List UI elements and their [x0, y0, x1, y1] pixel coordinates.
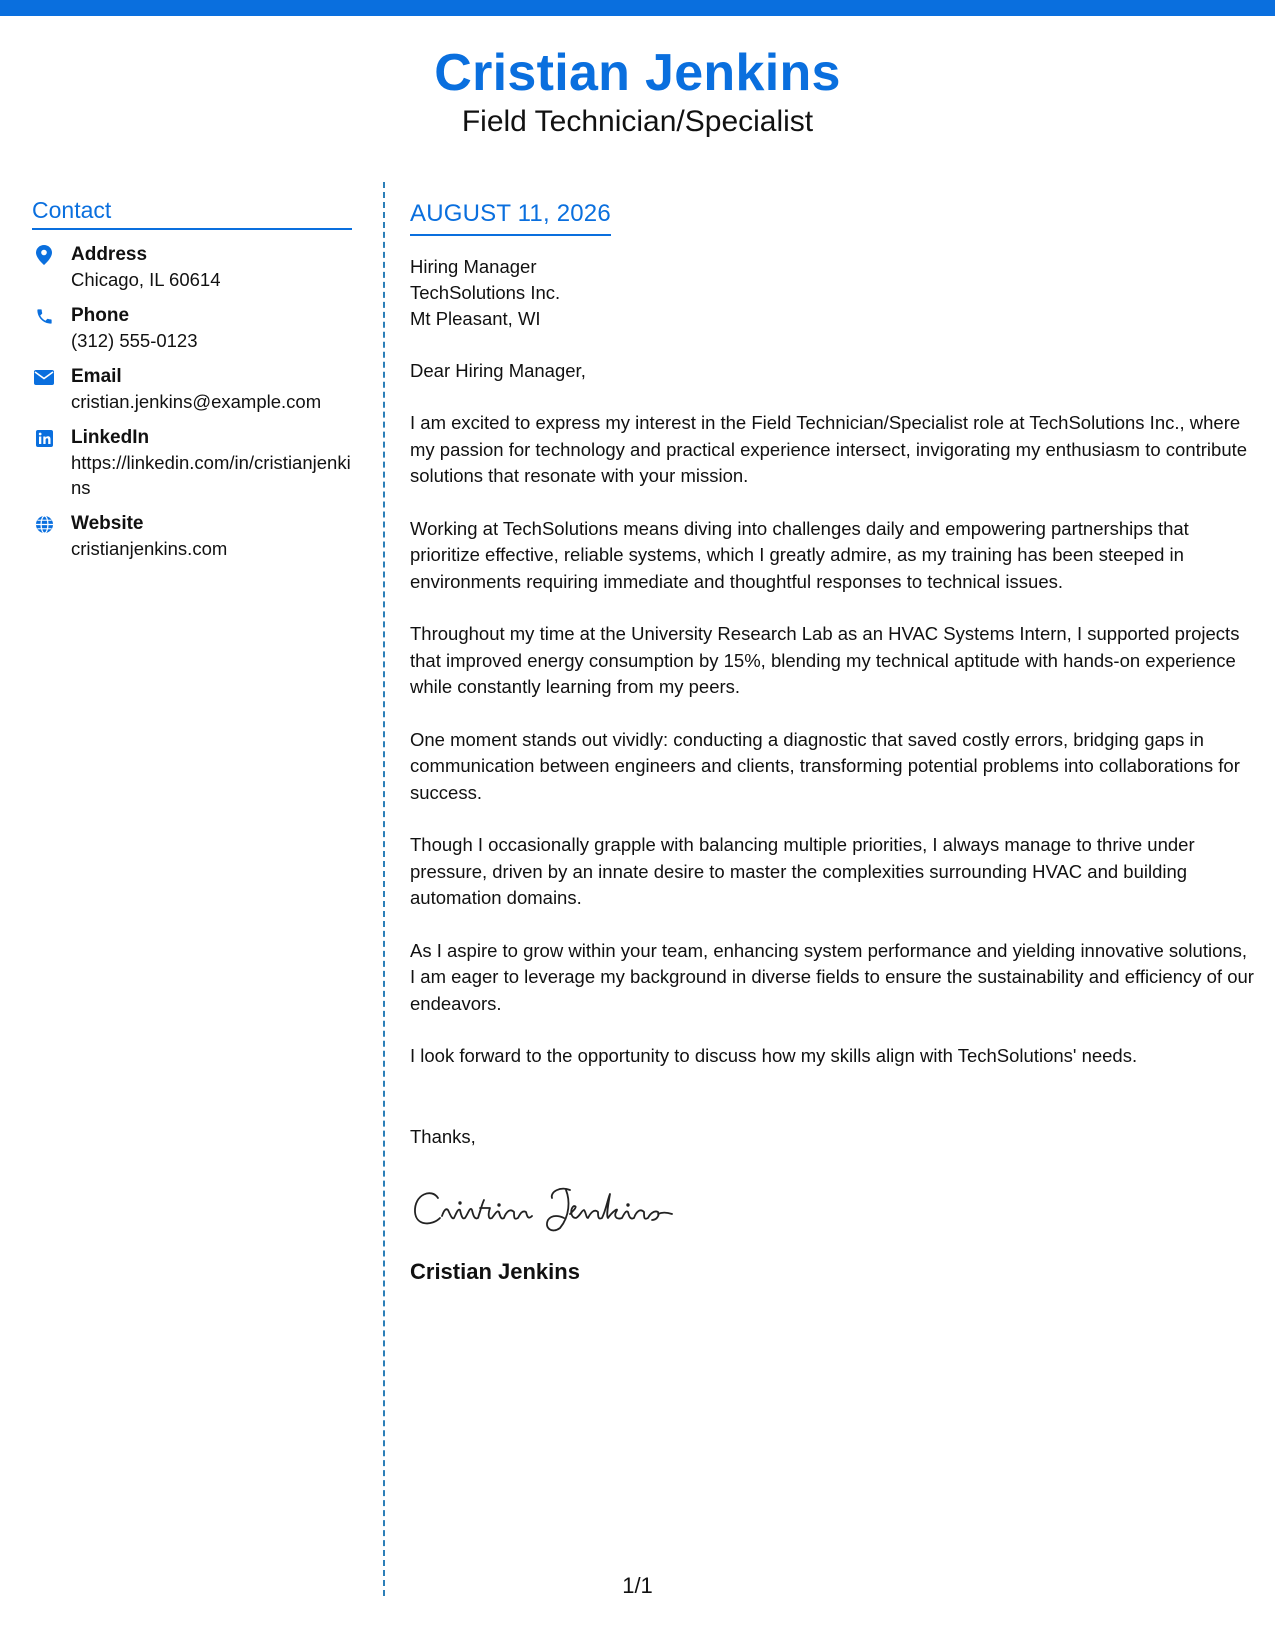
envelope-icon — [34, 367, 54, 387]
address-value: Chicago, IL 60614 — [71, 269, 221, 290]
recipient-company: TechSolutions Inc. — [410, 282, 561, 303]
phone-value: (312) 555-0123 — [71, 330, 198, 351]
contact-linkedin — [32, 425, 352, 500]
recipient-title: Hiring Manager — [410, 256, 537, 277]
signer-name: Cristian Jenkins — [410, 1258, 580, 1284]
recipient-block — [410, 254, 1255, 332]
globe-icon — [34, 514, 54, 534]
website-value[interactable]: cristianjenkins.com — [71, 538, 228, 559]
letter-paragraph: I look forward to the opportunity to discuss how my skills align with TechSolutions' needs. — [410, 1045, 1138, 1066]
phone-label: Phone — [71, 305, 130, 326]
contact-sidebar — [32, 196, 352, 572]
column-divider — [383, 182, 385, 1596]
letter-paragraph: As I aspire to grow within your team, enhancing system performance and yielding innovative solutions, I am eager to leverage my background in diverse fields to ensure the sustainability and efficiency of our endeavors. — [410, 939, 1254, 1014]
handwritten-signature — [410, 1176, 680, 1238]
linkedin-label: LinkedIn — [71, 427, 150, 448]
email-label: Email — [71, 366, 122, 387]
header — [0, 42, 1275, 140]
contact-section-title: Contact — [32, 196, 352, 230]
letter-body — [410, 198, 1255, 1286]
phone-icon — [34, 306, 54, 326]
contact-website — [32, 511, 352, 561]
page-number: 1/1 — [622, 1573, 653, 1598]
contact-email — [32, 364, 352, 414]
website-label: Website — [71, 513, 144, 534]
greeting: Dear Hiring Manager, — [410, 360, 586, 381]
contact-address — [32, 242, 352, 292]
letter-paragraph: I am excited to express my interest in the Field Technician/Specialist role at TechSolutions Inc., where my passion for technology and practical experience intersect, invigorating my enthusiasm to contribute solutions that resonate with your mission. — [410, 412, 1248, 486]
address-label: Address — [71, 244, 148, 265]
letter-date: AUGUST 11, 2026 — [410, 198, 611, 236]
linkedin-icon — [34, 428, 54, 448]
recipient-location: Mt Pleasant, WI — [410, 308, 541, 329]
letter-paragraph: Working at TechSolutions means diving into challenges daily and empowering partnerships that prioritize effective, reliable systems, which I greatly admire, as my training has been steeped in environments requiring immediate and thoughtful responses to technical issues. — [410, 517, 1189, 592]
linkedin-value[interactable]: https://linkedin.com/in/cristianjenkins — [71, 452, 351, 498]
email-value[interactable]: cristian.jenkins@example.com — [71, 391, 322, 412]
applicant-name: Cristian Jenkins — [434, 44, 841, 102]
letter-paragraph: One moment stands out vividly: conducting a diagnostic that saved costly errors, bridging gaps in communication between engineers and clients, transforming potential problems into collaborations for success. — [410, 728, 1240, 803]
location-pin-icon — [34, 245, 54, 265]
letter-paragraph: Though I occasionally grapple with balancing multiple priorities, I always manage to thrive under pressure, driven by an innate desire to master the complexities surrounding HVAC and building automation domains. — [410, 834, 1195, 908]
contact-list — [32, 242, 352, 561]
closing: Thanks, — [410, 1125, 476, 1147]
job-title: Field Technician/Specialist — [461, 105, 814, 138]
letter-paragraph: Throughout my time at the University Research Lab as an HVAC Systems Intern, I supported projects that improved energy consumption by 15%, blending my technical aptitude with hands-on experience while constantly learning from my peers. — [410, 623, 1240, 697]
contact-phone — [32, 303, 352, 353]
top-accent-bar — [0, 0, 1275, 16]
